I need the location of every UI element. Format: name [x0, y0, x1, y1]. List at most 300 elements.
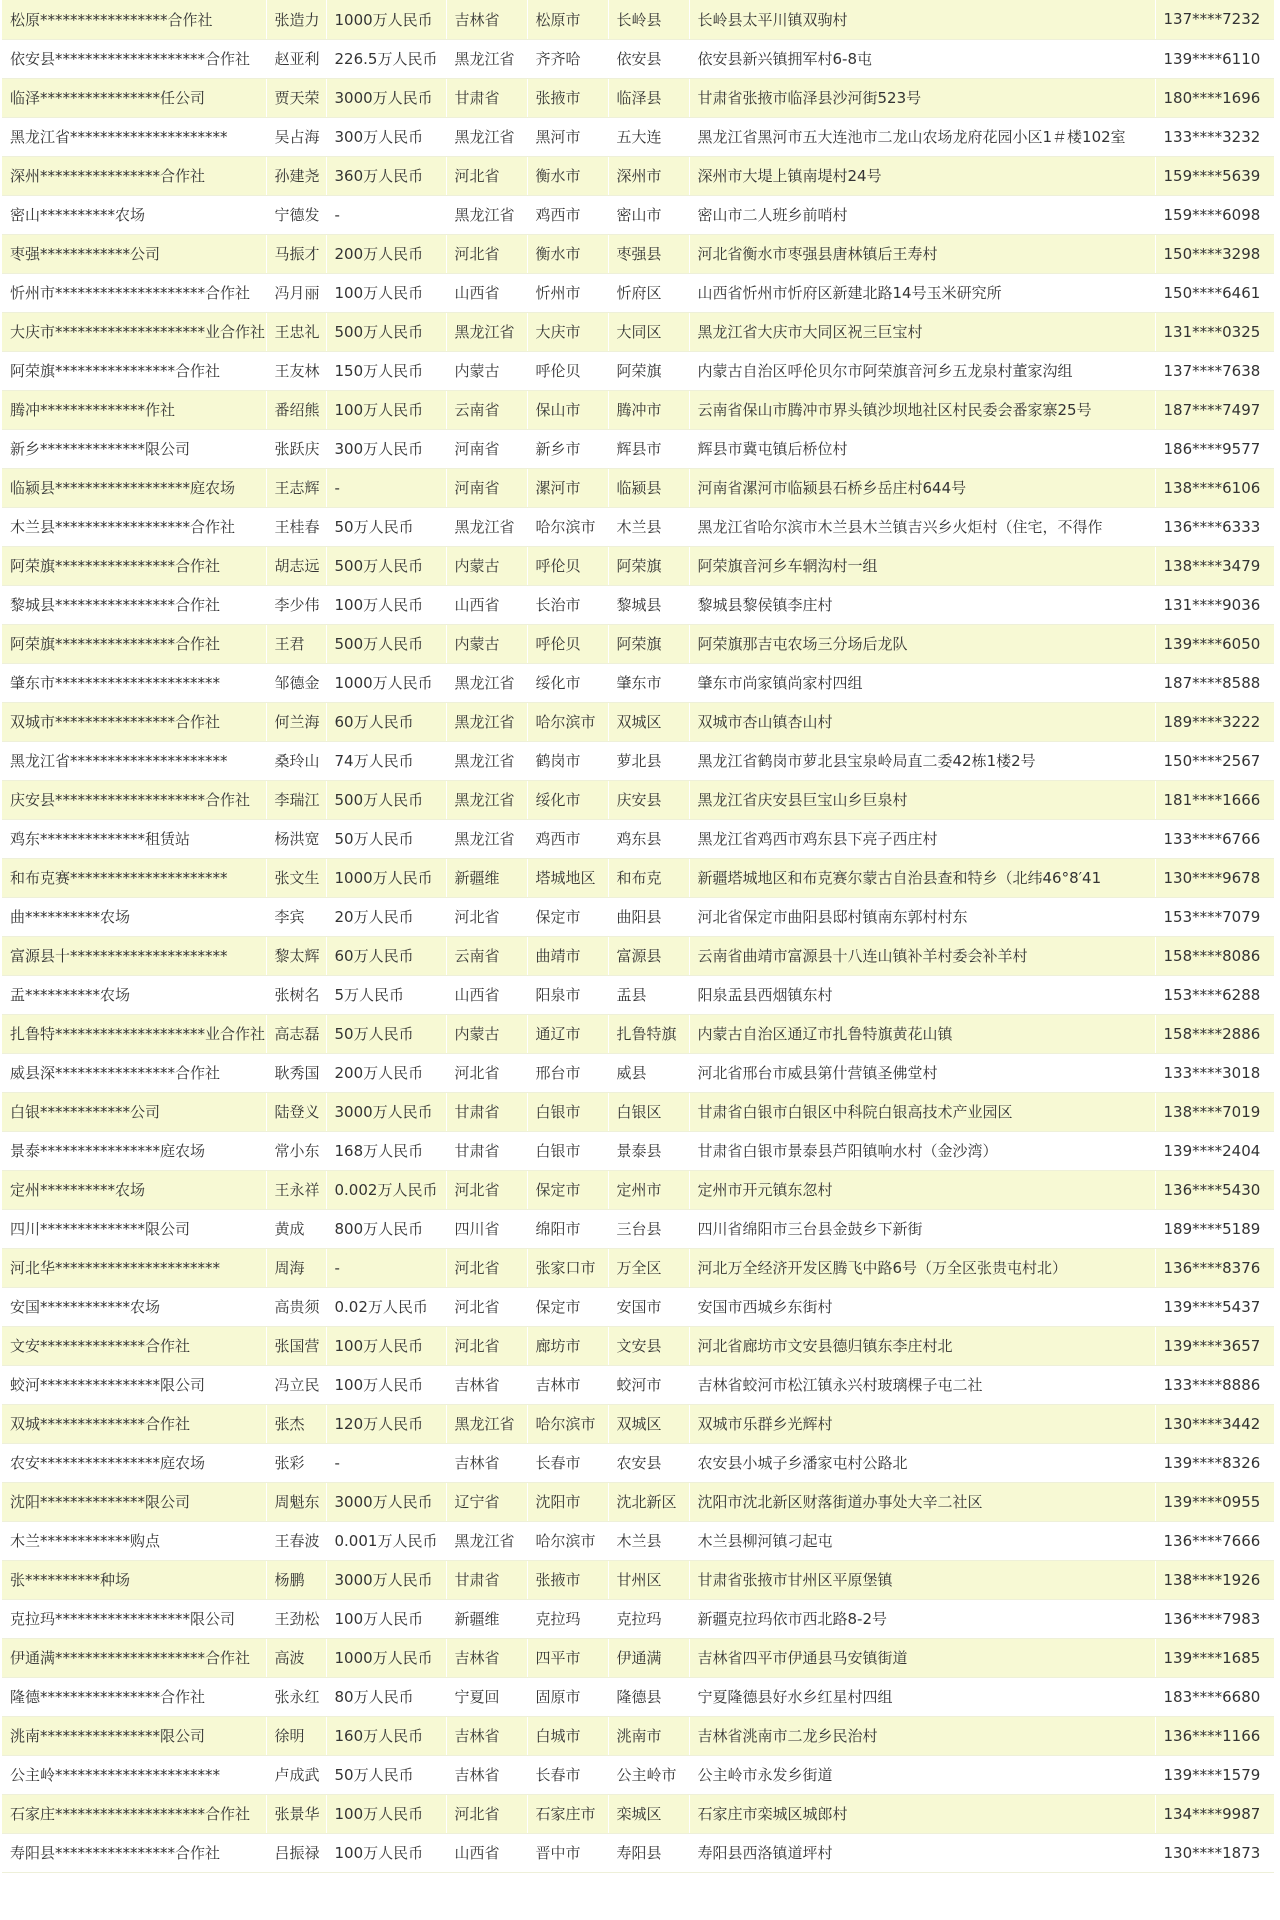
company-name-cell: 黑龙江省*********************	[2, 741, 266, 780]
city-cell: 齐齐哈	[527, 39, 608, 78]
table-row	[2, 624, 1274, 663]
legal-rep-cell: 王劲松	[266, 1599, 326, 1638]
registered-capital-cell: 100万人民币	[326, 1599, 446, 1638]
district-cell: 三台县	[608, 1209, 689, 1248]
legal-rep-cell: 杨鹏	[266, 1560, 326, 1599]
district-cell: 栾城区	[608, 1794, 689, 1833]
province-cell: 黑龙江省	[446, 702, 527, 741]
legal-rep-cell: 冯月丽	[266, 273, 326, 312]
province-cell: 甘肃省	[446, 1560, 527, 1599]
table-row	[2, 1326, 1274, 1365]
province-cell: 云南省	[446, 390, 527, 429]
province-cell: 吉林省	[446, 0, 527, 39]
company-name-cell: 深州****************合作社	[2, 156, 266, 195]
registered-capital-cell: 360万人民币	[326, 156, 446, 195]
company-name-cell: 张**********种场	[2, 1560, 266, 1599]
address-cell: 阿荣旗那吉屯农场三分场后龙队	[689, 624, 1155, 663]
address-cell: 黑龙江省哈尔滨市木兰县木兰镇吉兴乡火炬村（住宅，不得作	[689, 507, 1155, 546]
registered-capital-cell: 1000万人民币	[326, 858, 446, 897]
company-name-cell: 临泽****************任公司	[2, 78, 266, 117]
city-cell: 黑河市	[527, 117, 608, 156]
address-cell: 内蒙古自治区通辽市扎鲁特旗黄花山镇	[689, 1014, 1155, 1053]
district-cell: 寿阳县	[608, 1833, 689, 1872]
registered-capital-cell: 5万人民币	[326, 975, 446, 1014]
phone-cell: 180****1696	[1155, 78, 1274, 117]
table-row	[2, 0, 1274, 39]
province-cell: 吉林省	[446, 1755, 527, 1794]
company-name-cell: 盂**********农场	[2, 975, 266, 1014]
province-cell: 黑龙江省	[446, 39, 527, 78]
table-row	[2, 1443, 1274, 1482]
legal-rep-cell: 王君	[266, 624, 326, 663]
table-row	[2, 1404, 1274, 1443]
company-name-cell: 双城市****************合作社	[2, 702, 266, 741]
city-cell: 张家口市	[527, 1248, 608, 1287]
province-cell: 黑龙江省	[446, 1404, 527, 1443]
province-cell: 黑龙江省	[446, 1521, 527, 1560]
district-cell: 沈北新区	[608, 1482, 689, 1521]
table-row	[2, 507, 1274, 546]
legal-rep-cell: 高志磊	[266, 1014, 326, 1053]
legal-rep-cell: 耿秀国	[266, 1053, 326, 1092]
address-cell: 河北万全经济开发区腾飞中路6号（万全区张贵屯村北）	[689, 1248, 1155, 1287]
phone-cell: 159****6098	[1155, 195, 1274, 234]
phone-cell: 136****7666	[1155, 1521, 1274, 1560]
district-cell: 富源县	[608, 936, 689, 975]
registered-capital-cell: -	[326, 1248, 446, 1287]
company-name-cell: 克拉玛******************限公司	[2, 1599, 266, 1638]
city-cell: 塔城地区	[527, 858, 608, 897]
registered-capital-cell: 100万人民币	[326, 1365, 446, 1404]
province-cell: 四川省	[446, 1209, 527, 1248]
city-cell: 保山市	[527, 390, 608, 429]
city-cell: 保定市	[527, 897, 608, 936]
table-row	[2, 273, 1274, 312]
legal-rep-cell: 吕振禄	[266, 1833, 326, 1872]
registered-capital-cell: 200万人民币	[326, 234, 446, 273]
address-cell: 深州市大堤上镇南堤村24号	[689, 156, 1155, 195]
legal-rep-cell: 桑玲山	[266, 741, 326, 780]
phone-cell: 139****6050	[1155, 624, 1274, 663]
legal-rep-cell: 黎太辉	[266, 936, 326, 975]
registered-capital-cell: 1000万人民币	[326, 1638, 446, 1677]
legal-rep-cell: 周海	[266, 1248, 326, 1287]
phone-cell: 130****3442	[1155, 1404, 1274, 1443]
registered-capital-cell: 3000万人民币	[326, 1482, 446, 1521]
city-cell: 衡水市	[527, 156, 608, 195]
province-cell: 河南省	[446, 468, 527, 507]
province-cell: 河北省	[446, 1170, 527, 1209]
company-name-cell: 木兰************购点	[2, 1521, 266, 1560]
registered-capital-cell: 80万人民币	[326, 1677, 446, 1716]
address-cell: 安国市西城乡东街村	[689, 1287, 1155, 1326]
address-cell: 内蒙古自治区呼伦贝尔市阿荣旗音河乡五龙泉村董家沟组	[689, 351, 1155, 390]
city-cell: 绥化市	[527, 780, 608, 819]
legal-rep-cell: 孙建尧	[266, 156, 326, 195]
phone-cell: 159****5639	[1155, 156, 1274, 195]
phone-cell: 139****5437	[1155, 1287, 1274, 1326]
address-cell: 云南省保山市腾冲市界头镇沙坝地社区村民委会番家寨25号	[689, 390, 1155, 429]
address-cell: 四川省绵阳市三台县金鼓乡下新街	[689, 1209, 1155, 1248]
city-cell: 长春市	[527, 1443, 608, 1482]
phone-cell: 189****3222	[1155, 702, 1274, 741]
legal-rep-cell: 王志辉	[266, 468, 326, 507]
phone-cell: 158****2886	[1155, 1014, 1274, 1053]
district-cell: 木兰县	[608, 1521, 689, 1560]
company-name-cell: 黑龙江省*********************	[2, 117, 266, 156]
company-name-cell: 扎鲁特********************业合作社	[2, 1014, 266, 1053]
table-row	[2, 702, 1274, 741]
phone-cell: 131****9036	[1155, 585, 1274, 624]
province-cell: 山西省	[446, 1833, 527, 1872]
address-cell: 公主岭市永发乡街道	[689, 1755, 1155, 1794]
phone-cell: 153****6288	[1155, 975, 1274, 1014]
province-cell: 吉林省	[446, 1716, 527, 1755]
table-row	[2, 1521, 1274, 1560]
registered-capital-cell: 3000万人民币	[326, 78, 446, 117]
registered-capital-cell: 20万人民币	[326, 897, 446, 936]
company-name-cell: 庆安县********************合作社	[2, 780, 266, 819]
province-cell: 内蒙古	[446, 624, 527, 663]
province-cell: 内蒙古	[446, 546, 527, 585]
legal-rep-cell: 何兰海	[266, 702, 326, 741]
phone-cell: 187****8588	[1155, 663, 1274, 702]
legal-rep-cell: 王桂春	[266, 507, 326, 546]
address-cell: 吉林省洮南市二龙乡民治村	[689, 1716, 1155, 1755]
table-row	[2, 546, 1274, 585]
legal-rep-cell: 徐明	[266, 1716, 326, 1755]
city-cell: 呼伦贝	[527, 624, 608, 663]
table-row	[2, 468, 1274, 507]
legal-rep-cell: 王忠礼	[266, 312, 326, 351]
legal-rep-cell: 卢成武	[266, 1755, 326, 1794]
phone-cell: 139****0955	[1155, 1482, 1274, 1521]
province-cell: 河北省	[446, 897, 527, 936]
phone-cell: 150****3298	[1155, 234, 1274, 273]
city-cell: 鸡西市	[527, 195, 608, 234]
district-cell: 临颍县	[608, 468, 689, 507]
table-row	[2, 117, 1274, 156]
company-name-cell: 富源县十*********************	[2, 936, 266, 975]
district-cell: 密山市	[608, 195, 689, 234]
district-cell: 木兰县	[608, 507, 689, 546]
table-row	[2, 1638, 1274, 1677]
table-row	[2, 663, 1274, 702]
company-name-cell: 石家庄********************合作社	[2, 1794, 266, 1833]
company-name-cell: 鸡东**************租赁站	[2, 819, 266, 858]
phone-cell: 138****7019	[1155, 1092, 1274, 1131]
legal-rep-cell: 吴占海	[266, 117, 326, 156]
legal-rep-cell: 张杰	[266, 1404, 326, 1443]
registered-capital-cell: 100万人民币	[326, 1833, 446, 1872]
district-cell: 忻府区	[608, 273, 689, 312]
city-cell: 保定市	[527, 1287, 608, 1326]
legal-rep-cell: 杨洪宽	[266, 819, 326, 858]
legal-rep-cell: 贾天荣	[266, 78, 326, 117]
company-name-cell: 临颍县******************庭农场	[2, 468, 266, 507]
district-cell: 文安县	[608, 1326, 689, 1365]
province-cell: 山西省	[446, 585, 527, 624]
company-name-cell: 松原*****************合作社	[2, 0, 266, 39]
legal-rep-cell: 周魁东	[266, 1482, 326, 1521]
registered-capital-cell: 0.02万人民币	[326, 1287, 446, 1326]
province-cell: 黑龙江省	[446, 741, 527, 780]
table-row	[2, 1092, 1274, 1131]
phone-cell: 139****1685	[1155, 1638, 1274, 1677]
phone-cell: 158****8086	[1155, 936, 1274, 975]
address-cell: 黑龙江省大庆市大同区祝三巨宝村	[689, 312, 1155, 351]
registered-capital-cell: 226.5万人民币	[326, 39, 446, 78]
phone-cell: 130****9678	[1155, 858, 1274, 897]
table-row	[2, 1755, 1274, 1794]
phone-cell: 139****8326	[1155, 1443, 1274, 1482]
city-cell: 大庆市	[527, 312, 608, 351]
company-name-cell: 沈阳**************限公司	[2, 1482, 266, 1521]
address-cell: 河北省保定市曲阳县邸村镇南东郭村村东	[689, 897, 1155, 936]
address-cell: 依安县新兴镇拥军村6-8屯	[689, 39, 1155, 78]
phone-cell: 136****7983	[1155, 1599, 1274, 1638]
district-cell: 蛟河市	[608, 1365, 689, 1404]
phone-cell: 136****6333	[1155, 507, 1274, 546]
registered-capital-cell: 50万人民币	[326, 1014, 446, 1053]
legal-rep-cell: 李宾	[266, 897, 326, 936]
table-body	[2, 0, 1274, 1872]
company-name-cell: 定州**********农场	[2, 1170, 266, 1209]
table-row	[2, 351, 1274, 390]
phone-cell: 187****7497	[1155, 390, 1274, 429]
district-cell: 盂县	[608, 975, 689, 1014]
phone-cell: 137****7638	[1155, 351, 1274, 390]
legal-rep-cell: 李瑞江	[266, 780, 326, 819]
company-name-cell: 大庆市********************业合作社	[2, 312, 266, 351]
registered-capital-cell: -	[326, 195, 446, 234]
legal-rep-cell: 赵亚利	[266, 39, 326, 78]
registered-capital-cell: 500万人民币	[326, 780, 446, 819]
province-cell: 甘肃省	[446, 1131, 527, 1170]
city-cell: 邢台市	[527, 1053, 608, 1092]
address-cell: 肇东市尚家镇尚家村四组	[689, 663, 1155, 702]
phone-cell: 133****6766	[1155, 819, 1274, 858]
province-cell: 吉林省	[446, 1638, 527, 1677]
province-cell: 吉林省	[446, 1443, 527, 1482]
company-name-cell: 景泰****************庭农场	[2, 1131, 266, 1170]
city-cell: 白银市	[527, 1092, 608, 1131]
phone-cell: 130****1873	[1155, 1833, 1274, 1872]
district-cell: 洮南市	[608, 1716, 689, 1755]
province-cell: 吉林省	[446, 1365, 527, 1404]
district-cell: 萝北县	[608, 741, 689, 780]
legal-rep-cell: 张彩	[266, 1443, 326, 1482]
address-cell: 沈阳市沈北新区财落街道办事处大辛二社区	[689, 1482, 1155, 1521]
address-cell: 黑龙江省鹤岗市萝北县宝泉岭局直二委42栋1楼2号	[689, 741, 1155, 780]
city-cell: 鸡西市	[527, 819, 608, 858]
registered-capital-cell: -	[326, 1443, 446, 1482]
address-cell: 河北省邢台市威县第什营镇圣佛堂村	[689, 1053, 1155, 1092]
province-cell: 甘肃省	[446, 78, 527, 117]
table-row	[2, 741, 1274, 780]
legal-rep-cell: 常小东	[266, 1131, 326, 1170]
company-name-cell: 和布克赛*********************	[2, 858, 266, 897]
address-cell: 双城市乐群乡光辉村	[689, 1404, 1155, 1443]
phone-cell: 136****1166	[1155, 1716, 1274, 1755]
table-row	[2, 897, 1274, 936]
city-cell: 哈尔滨市	[527, 507, 608, 546]
address-cell: 河北省廊坊市文安县德归镇东李庄村北	[689, 1326, 1155, 1365]
city-cell: 克拉玛	[527, 1599, 608, 1638]
province-cell: 云南省	[446, 936, 527, 975]
table-row	[2, 1365, 1274, 1404]
address-cell: 密山市二人班乡前哨村	[689, 195, 1155, 234]
phone-cell: 139****3657	[1155, 1326, 1274, 1365]
province-cell: 河北省	[446, 234, 527, 273]
address-cell: 吉林省四平市伊通县马安镇街道	[689, 1638, 1155, 1677]
address-cell: 新疆克拉玛依市西北路8-2号	[689, 1599, 1155, 1638]
company-name-cell: 安国************农场	[2, 1287, 266, 1326]
district-cell: 阿荣旗	[608, 624, 689, 663]
city-cell: 鹤岗市	[527, 741, 608, 780]
company-name-cell: 木兰县******************合作社	[2, 507, 266, 546]
company-name-cell: 寿阳县****************合作社	[2, 1833, 266, 1872]
company-name-cell: 四川**************限公司	[2, 1209, 266, 1248]
district-cell: 甘州区	[608, 1560, 689, 1599]
table-row	[2, 1248, 1274, 1287]
registered-capital-cell: -	[326, 468, 446, 507]
legal-rep-cell: 马振才	[266, 234, 326, 273]
district-cell: 威县	[608, 1053, 689, 1092]
province-cell: 宁夏回	[446, 1677, 527, 1716]
city-cell: 长春市	[527, 1755, 608, 1794]
registered-capital-cell: 1000万人民币	[326, 0, 446, 39]
city-cell: 呼伦贝	[527, 351, 608, 390]
legal-rep-cell: 邹德金	[266, 663, 326, 702]
city-cell: 衡水市	[527, 234, 608, 273]
company-name-cell: 枣强************公司	[2, 234, 266, 273]
city-cell: 固原市	[527, 1677, 608, 1716]
legal-rep-cell: 高波	[266, 1638, 326, 1677]
company-name-cell: 阿荣旗****************合作社	[2, 351, 266, 390]
table-row	[2, 1560, 1274, 1599]
district-cell: 阿荣旗	[608, 546, 689, 585]
phone-cell: 133****8886	[1155, 1365, 1274, 1404]
table-row	[2, 429, 1274, 468]
province-cell: 内蒙古	[446, 351, 527, 390]
company-name-cell: 依安县********************合作社	[2, 39, 266, 78]
registered-capital-cell: 0.002万人民币	[326, 1170, 446, 1209]
district-cell: 扎鲁特旗	[608, 1014, 689, 1053]
city-cell: 张掖市	[527, 78, 608, 117]
table-row	[2, 1170, 1274, 1209]
city-cell: 白银市	[527, 1131, 608, 1170]
city-cell: 沈阳市	[527, 1482, 608, 1521]
province-cell: 河北省	[446, 1248, 527, 1287]
company-name-cell: 新乡**************限公司	[2, 429, 266, 468]
city-cell: 哈尔滨市	[527, 1521, 608, 1560]
phone-cell: 138****6106	[1155, 468, 1274, 507]
table-row	[2, 195, 1274, 234]
table-row	[2, 1287, 1274, 1326]
address-cell: 黎城县黎侯镇李庄村	[689, 585, 1155, 624]
address-cell: 长岭县太平川镇双驹村	[689, 0, 1155, 39]
company-name-cell: 曲**********农场	[2, 897, 266, 936]
legal-rep-cell: 张景华	[266, 1794, 326, 1833]
city-cell: 哈尔滨市	[527, 702, 608, 741]
company-name-cell: 农安****************庭农场	[2, 1443, 266, 1482]
table-row	[2, 156, 1274, 195]
district-cell: 万全区	[608, 1248, 689, 1287]
address-cell: 吉林省蛟河市松江镇永兴村玻璃棵子屯二社	[689, 1365, 1155, 1404]
address-cell: 甘肃省白银市白银区中科院白银高技术产业园区	[689, 1092, 1155, 1131]
legal-rep-cell: 黄成	[266, 1209, 326, 1248]
company-name-cell: 伊通满********************合作社	[2, 1638, 266, 1677]
registered-capital-cell: 3000万人民币	[326, 1092, 446, 1131]
city-cell: 张掖市	[527, 1560, 608, 1599]
district-cell: 农安县	[608, 1443, 689, 1482]
registered-capital-cell: 500万人民币	[326, 546, 446, 585]
province-cell: 黑龙江省	[446, 819, 527, 858]
table-row	[2, 1677, 1274, 1716]
company-name-cell: 腾冲**************作社	[2, 390, 266, 429]
city-cell: 哈尔滨市	[527, 1404, 608, 1443]
legal-rep-cell: 番绍熊	[266, 390, 326, 429]
province-cell: 河北省	[446, 1053, 527, 1092]
city-cell: 保定市	[527, 1170, 608, 1209]
city-cell: 白城市	[527, 1716, 608, 1755]
district-cell: 安国市	[608, 1287, 689, 1326]
legal-rep-cell: 王春波	[266, 1521, 326, 1560]
province-cell: 黑龙江省	[446, 117, 527, 156]
registered-capital-cell: 50万人民币	[326, 507, 446, 546]
city-cell: 松原市	[527, 0, 608, 39]
registered-capital-cell: 100万人民币	[326, 1326, 446, 1365]
phone-cell: 139****6110	[1155, 39, 1274, 78]
city-cell: 漯河市	[527, 468, 608, 507]
city-cell: 绥化市	[527, 663, 608, 702]
province-cell: 河北省	[446, 1287, 527, 1326]
registered-capital-cell: 3000万人民币	[326, 1560, 446, 1599]
province-cell: 河北省	[446, 1326, 527, 1365]
address-cell: 黑龙江省鸡西市鸡东县下亮子西庄村	[689, 819, 1155, 858]
address-cell: 石家庄市栾城区城郎村	[689, 1794, 1155, 1833]
address-cell: 宁夏隆德县好水乡红星村四组	[689, 1677, 1155, 1716]
phone-cell: 137****7232	[1155, 0, 1274, 39]
registered-capital-cell: 800万人民币	[326, 1209, 446, 1248]
legal-rep-cell: 王友林	[266, 351, 326, 390]
company-name-cell: 公主岭**********************	[2, 1755, 266, 1794]
province-cell: 河北省	[446, 156, 527, 195]
table-row	[2, 39, 1274, 78]
district-cell: 肇东市	[608, 663, 689, 702]
company-name-cell: 河北华**********************	[2, 1248, 266, 1287]
city-cell: 绵阳市	[527, 1209, 608, 1248]
registered-capital-cell: 150万人民币	[326, 351, 446, 390]
legal-rep-cell: 张跃庆	[266, 429, 326, 468]
company-name-cell: 忻州市********************合作社	[2, 273, 266, 312]
table-row	[2, 1833, 1274, 1872]
district-cell: 白银区	[608, 1092, 689, 1131]
address-cell: 新疆塔城地区和布克赛尔蒙古自治县查和特乡（北纬46°8′41	[689, 858, 1155, 897]
district-cell: 隆德县	[608, 1677, 689, 1716]
phone-cell: 131****0325	[1155, 312, 1274, 351]
registered-capital-cell: 60万人民币	[326, 936, 446, 975]
table-row	[2, 1131, 1274, 1170]
district-cell: 双城区	[608, 702, 689, 741]
company-name-cell: 洮南****************限公司	[2, 1716, 266, 1755]
address-cell: 阿荣旗音河乡车辋沟村一组	[689, 546, 1155, 585]
company-name-cell: 双城**************合作社	[2, 1404, 266, 1443]
address-cell: 辉县市冀屯镇后桥位村	[689, 429, 1155, 468]
district-cell: 景泰县	[608, 1131, 689, 1170]
legal-rep-cell: 张永红	[266, 1677, 326, 1716]
